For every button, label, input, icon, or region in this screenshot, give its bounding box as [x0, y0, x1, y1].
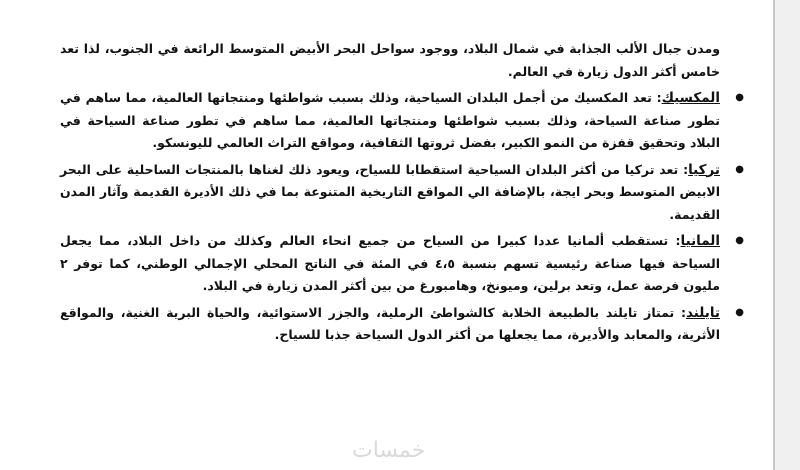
- bullet-icon: ●: [735, 163, 744, 175]
- watermark-logo: خمسات: [352, 438, 426, 463]
- page-edge-divider: [773, 0, 775, 470]
- country-name: المكسيك: [661, 90, 720, 106]
- bullet-icon: ●: [735, 306, 744, 318]
- country-description: : تعد تركيا من أكثر البلدان السياحية استقطابا للسياح، ويعود ذلك لغناها بالمنتجات الساحلية على البحر الابيض المتوسط وبحر ايجة، بالإضافة الي المواقع التاريخية المتنوعة بما في ذلك الأديرة القديمة وآثار المدن القديمة.: [60, 161, 720, 222]
- list-item-mexico: [60, 87, 744, 155]
- country-name: تركيا: [688, 161, 720, 178]
- country-description: : تستقطب ألمانيا عددا كبيرا من السياح من جميع انحاء العالم وكذلك من داخل البلاد، مما يجعل السياحة فيها صناعة رئيسية تسهم بنسبة ٤،٥ في المئة في الناتج المحلي الإجمالي الوطني، كما توفر ٢ مليون فرصة عمل، وتعد برلين، وميونخ، وهامبورغ من بين أكثر المدن زيارة في البلاد.: [60, 233, 720, 293]
- country-description: : تعد المكسيك من أجمل البلدان السياحية، وذلك بسبب شواطئها ومنتجاتها العالمية، مما ساهم في تطور صناعة السياحة، وذلك بسبب شواطئها ومنتجاتها العالمية، مما ساهم في تطور صناعة السياحة في البلاد وتحقيق قفزة من النمو الكبير، بفضل ثروتها الثقافية، ومواقع التراث العالمي لليونسكو.: [60, 90, 720, 150]
- country-description: : تمتاز تايلند بالطبيعة الخلابة كالشواطئ الرملية، والجزر الاستوائية، والحياة البرية الغنية، والمواقع الأثرية، والمعابد والأديرة، مما يجعلها من أكثر الدول السياحة جذبا للسياح.: [60, 304, 720, 342]
- bullet-icon: ●: [735, 235, 744, 246]
- list-item-turkey: [60, 159, 744, 227]
- document-body: [60, 38, 744, 351]
- bullet-icon: ●: [735, 92, 744, 103]
- country-name: تايلند: [685, 304, 720, 321]
- intro-paragraph: ومدن جبال الألب الجذابة في شمال البلاد، ووجود سواحل البحر الأبيض المتوسط الرائعة في الجنوب، لذا تعد خامس أكثر الدول زيارة في العالم.: [60, 41, 720, 79]
- country-list: [60, 87, 744, 347]
- country-name: المانيا: [680, 233, 720, 249]
- list-item-germany: [60, 230, 744, 298]
- list-item-thailand: [60, 302, 744, 347]
